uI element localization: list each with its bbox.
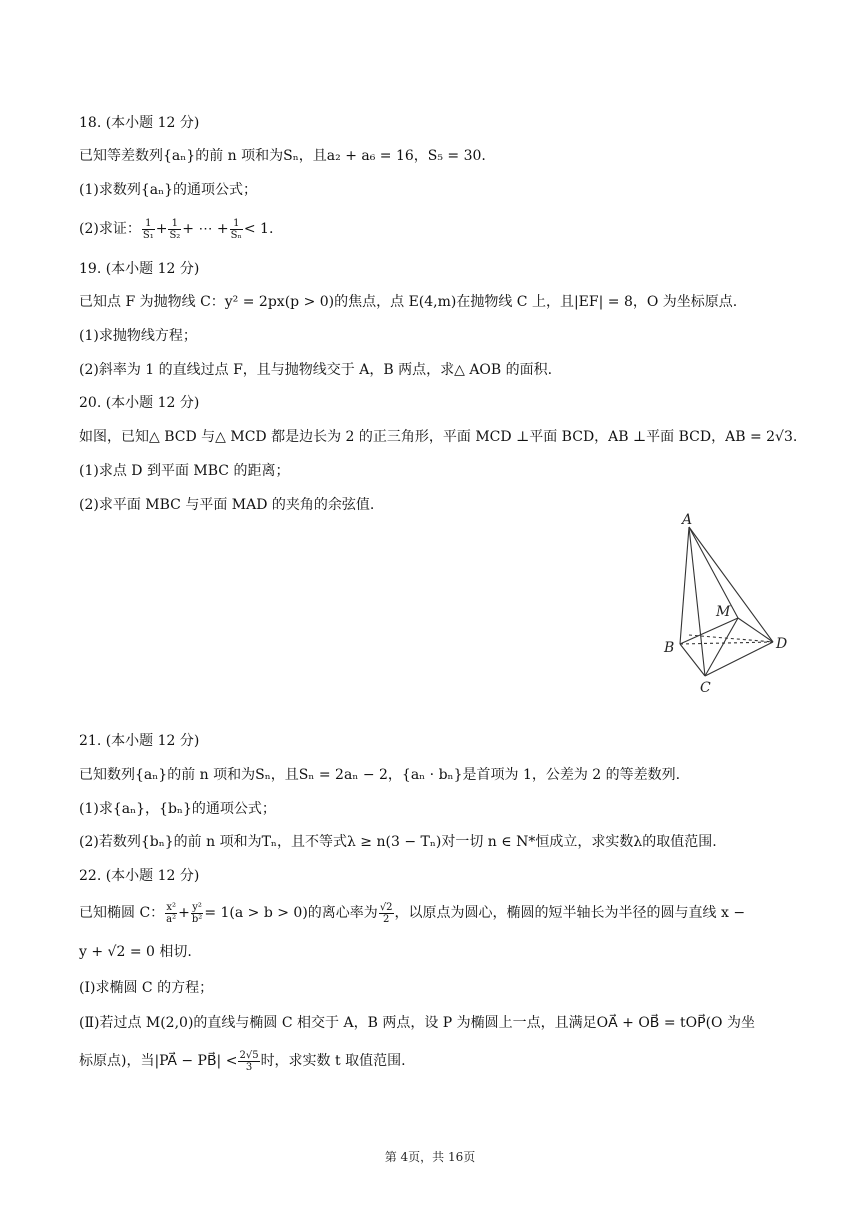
fraction-numerator: 1 — [168, 218, 181, 230]
fraction-numerator: x² — [166, 901, 176, 913]
fraction-1-over-s1 — [142, 218, 155, 241]
fraction-denominator: a² — [166, 913, 177, 925]
fraction-numerator: 1 — [230, 218, 243, 230]
q22-stem-mid: = 1(a > b > 0)的离心率为 — [204, 905, 378, 921]
q20-part1: (1)求点 D 到平面 MBC 的距离； — [79, 463, 290, 479]
q20-stem: 如图，已知△ BCD 与△ MCD 都是边长为 2 的正三角形，平面 MCD ⊥平面 BCD，AB ⊥平面 BCD，AB = 2√3. — [79, 429, 798, 445]
fraction-1-over-sn — [230, 218, 243, 241]
q22-part2-line2 — [79, 1044, 781, 1078]
q22-header: 22. (本小题 12 分) — [79, 868, 200, 884]
label-d: D — [776, 636, 788, 652]
tetrahedron-figure — [660, 510, 800, 700]
fraction-y2-over-b2 — [191, 902, 203, 925]
fraction-2sqrt5-over-3 — [238, 1050, 259, 1073]
fraction-denominator: Sₙ — [230, 229, 242, 241]
edge-bm — [680, 618, 738, 644]
fraction-numerator: 1 — [142, 218, 155, 230]
q22-part2-line2-prefix: 标原点)，当|PA⃗ − PB⃗| < — [79, 1053, 238, 1069]
fraction-denominator: S₂ — [169, 229, 181, 241]
edge-am — [689, 527, 738, 618]
fraction-x2-over-a2 — [165, 902, 177, 925]
page-footer: 第 4页，共 16页 — [384, 1150, 476, 1164]
label-a: A — [682, 512, 693, 528]
plus-sign: + — [155, 221, 168, 237]
edge-ac — [689, 527, 705, 676]
plus-ellipsis: + ⋯ + — [182, 221, 229, 237]
q18-part2-prefix: (2)求证： — [79, 221, 141, 237]
q21-part2: (2)若数列{bₙ}的前 n 项和为Tₙ，且不等式λ ≥ n(3 − Tₙ)对一切 n ∈ N*恒成立，求实数λ的取值范围. — [79, 834, 717, 850]
fraction-denominator: 2 — [382, 913, 390, 925]
q20-header: 20. (本小题 12 分) — [79, 395, 200, 411]
fraction-numerator: 2√5 — [239, 1049, 259, 1061]
q22-part2-line1: (Ⅱ)若过点 M(2,0)的直线与椭圆 C 相交于 A，B 两点，设 P 为椭圆上一点，且满足OA⃗ + OB⃗ = tOP⃗(O 为坐 — [79, 1015, 755, 1031]
label-m: M — [716, 604, 731, 620]
fraction-denominator: 3 — [245, 1061, 253, 1073]
q18-part2-suffix: < 1. — [243, 221, 274, 237]
q19-stem: 已知点 F 为抛物线 C：y² = 2px(p > 0)的焦点，点 E(4,m)在抛物线 C 上，且|EF| = 8，O 为坐标原点. — [79, 294, 738, 310]
q22-stem-line2: y + √2 = 0 相切. — [79, 944, 192, 960]
q21-header: 21. (本小题 12 分) — [79, 733, 200, 749]
label-c: C — [700, 680, 711, 696]
plus-sign: + — [178, 905, 190, 921]
q20-part2: (2)求平面 MBC 与平面 MAD 的夹角的余弦值. — [79, 497, 375, 513]
edge-bc — [680, 644, 705, 676]
fraction-denominator: b² — [191, 913, 203, 925]
edge-ab — [680, 527, 689, 644]
q18-part1: (1)求数列{aₙ}的通项公式； — [79, 182, 258, 198]
label-b: B — [664, 640, 675, 656]
q21-part1: (1)求{aₙ}，{bₙ}的通项公式； — [79, 801, 276, 817]
fraction-denominator: S₁ — [142, 229, 154, 241]
q21-stem: 已知数列{aₙ}的前 n 项和为Sₙ，且Sₙ = 2aₙ − 2，{aₙ · bₙ}是首项为 1，公差为 2 的等差数列. — [79, 767, 681, 783]
q22-stem — [79, 896, 781, 930]
q19-part2: (2)斜率为 1 的直线过点 F，且与抛物线交于 A，B 两点，求△ AOB 的面积. — [79, 362, 553, 378]
q22-stem-prefix: 已知椭圆 C： — [79, 905, 165, 921]
edge-ad — [689, 527, 773, 642]
fraction-numerator: √2 — [379, 901, 393, 913]
fraction-numerator: y² — [192, 901, 202, 913]
edge-md — [738, 618, 773, 642]
fraction-1-over-s2 — [168, 218, 181, 241]
q18-part2 — [79, 212, 781, 246]
q22-part2-line2-suffix: 时，求实数 t 取值范围. — [260, 1053, 406, 1069]
q19-part1: (1)求抛物线方程； — [79, 328, 197, 344]
edge-bd-hidden — [680, 642, 773, 644]
q18-header: 18. (本小题 12 分) — [79, 115, 200, 131]
q22-part1: (Ⅰ)求椭圆 C 的方程； — [79, 980, 214, 996]
fraction-sqrt2-over-2 — [379, 902, 394, 925]
q18-stem: 已知等差数列{aₙ}的前 n 项和为Sₙ，且a₂ + a₆ = 16，S₅ = 30. — [79, 148, 486, 164]
q19-header: 19. (本小题 12 分) — [79, 261, 200, 277]
q22-stem-suffix: ，以原点为圆心，椭圆的短半轴长为半径的圆与直线 x − — [394, 905, 746, 921]
